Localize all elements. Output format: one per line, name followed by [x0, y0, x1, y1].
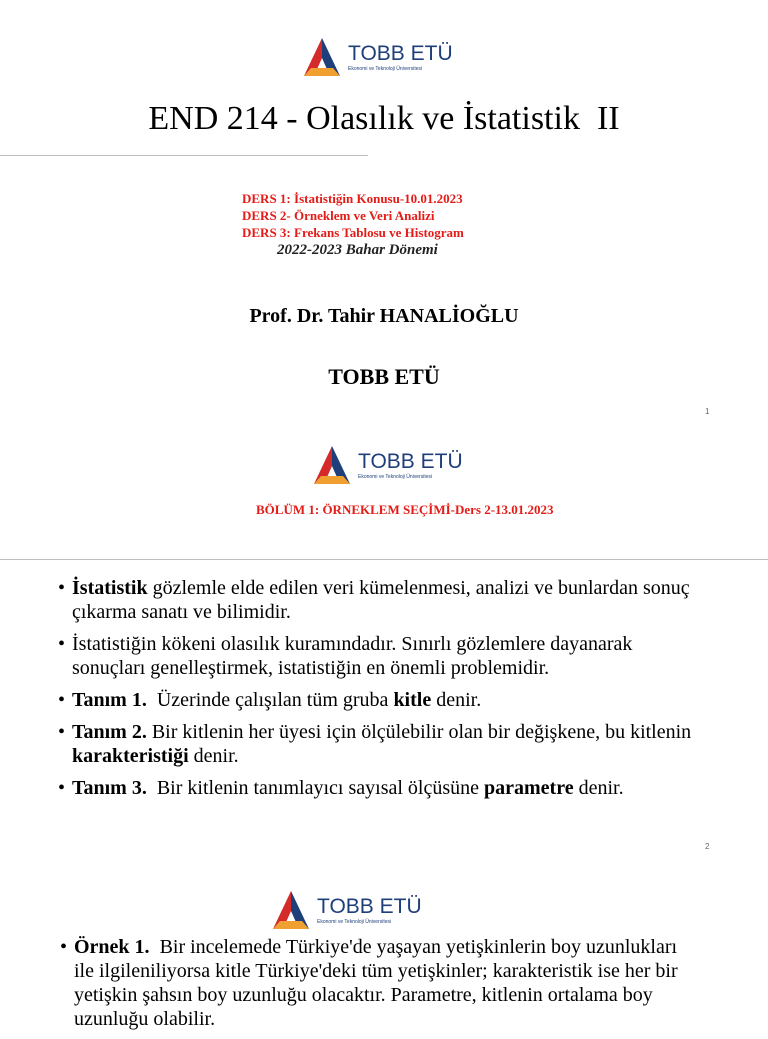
tobb-etu-logo — [300, 36, 453, 78]
divider-1 — [0, 155, 368, 156]
course-title: END 214 - Olasılık ve İstatistik II — [148, 100, 620, 137]
definition-label: Tanım 1. — [72, 689, 147, 711]
definition-term: kitle — [393, 689, 432, 711]
term: 2022-2023 Bahar Dönemi — [277, 242, 438, 258]
page-number-1: 1 — [705, 407, 710, 416]
bullet-dot: • — [60, 936, 68, 958]
bullet-text: denir. — [573, 777, 624, 799]
example-label: Örnek 1. — [74, 936, 150, 958]
lesson-3: DERS 3: Frekans Tablosu ve Histogram — [242, 225, 464, 240]
bullet-item — [58, 688, 698, 712]
bullet-dot: • — [58, 777, 66, 799]
bullet-list — [58, 576, 698, 808]
bullet-text: gözlemle elde edilen veri kümelenmesi, analizi ve bunlardan sonuç çıkarma sanatı ve bilimidir. — [72, 577, 690, 623]
logo-main-text: TOBB ETÜ — [317, 894, 422, 918]
bullet-dot: • — [58, 577, 66, 599]
logo-main-text: TOBB ETÜ — [358, 449, 463, 473]
logo-sub-text: Ekonomi ve Teknoloji Üniversitesi — [348, 65, 423, 72]
bullet-item — [58, 720, 698, 768]
bullet-text: denir. — [431, 689, 482, 711]
example-list — [60, 935, 683, 1039]
lesson-1: DERS 1: İstatistiğin Konusu-10.01.2023 — [242, 191, 463, 206]
lesson-2: DERS 2- Örneklem ve Veri Analizi — [242, 208, 435, 223]
bullet-item — [58, 576, 698, 624]
tobb-etu-logo — [269, 889, 422, 931]
bullet-item — [58, 776, 698, 800]
definition-term: karakteristiği — [72, 745, 189, 767]
tobb-logo-icon — [310, 444, 354, 486]
bullet-item — [60, 935, 683, 1031]
bullet-text: Bir kitlenin tanımlayıcı sayısal ölçüsüne — [146, 777, 485, 799]
definition-term: parametre — [484, 777, 574, 799]
author: Prof. Dr. Tahir HANALİOĞLU — [249, 305, 519, 327]
logo-sub-text: Ekonomi ve Teknoloji Üniversitesi — [317, 918, 392, 925]
definition-label: Tanım 2. — [72, 721, 147, 743]
institution: TOBB ETÜ — [328, 364, 440, 389]
tobb-logo-icon — [300, 36, 344, 78]
bullet-bold: İstatistik — [72, 577, 148, 599]
bullet-dot: • — [58, 633, 66, 655]
bullet-dot: • — [58, 721, 66, 743]
bullet-text: İstatistiğin kökeni olasılık kuramındadır. Sınırlı gözlemlere dayanarak sonuçları genelleştirmek, istatistiğin en önemli problemidir. — [72, 633, 633, 679]
bullet-text: Üzerinde çalışılan tüm gruba — [146, 689, 394, 711]
tobb-logo-icon — [269, 889, 313, 931]
bullet-text: denir. — [188, 745, 239, 767]
page-number-2: 2 — [705, 842, 710, 851]
bullet-item — [58, 632, 698, 680]
section-title: BÖLÜM 1: ÖRNEKLEM SEÇİMİ-Ders 2-13.01.2023 — [256, 502, 554, 517]
bullet-text: Bir kitlenin her üyesi için ölçülebilir olan bir değişkene, bu kitlenin — [146, 721, 692, 743]
definition-label: Tanım 3. — [72, 777, 147, 799]
logo-main-text: TOBB ETÜ — [348, 41, 453, 65]
divider-2 — [0, 559, 768, 560]
example-text: Bir incelemede Türkiye'de yaşayan yetişkinlerin boy uzunlukları ile ilgileniliyorsa kitle Türkiye'deki tüm yetişkinler; karakteristik ise her bir yetişkin şahsın boy uzunluğu olacaktır. Parametre, kitlenin ortalama boy uzunluğu olabilir. — [74, 936, 683, 1030]
logo-sub-text: Ekonomi ve Teknoloji Üniversitesi — [358, 473, 433, 480]
tobb-etu-logo — [310, 444, 463, 486]
bullet-dot: • — [58, 689, 66, 711]
